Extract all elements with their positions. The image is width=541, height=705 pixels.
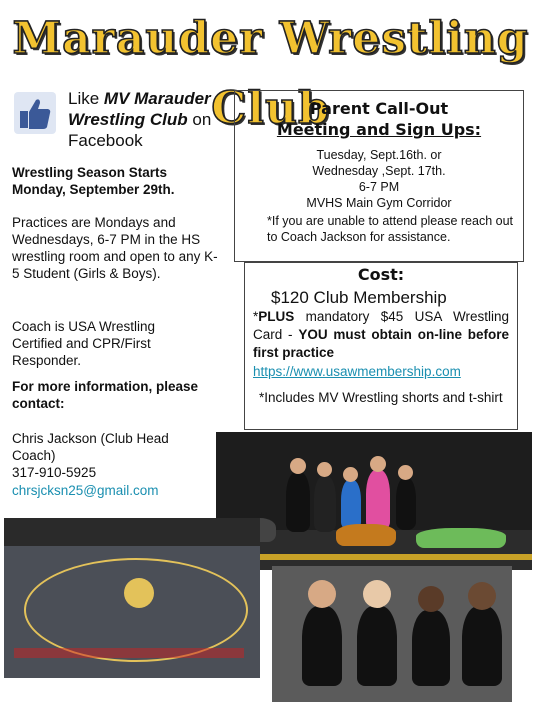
plus-bold: PLUS	[258, 309, 295, 324]
meeting-heading: Parent Call-Out	[309, 99, 449, 118]
plus-text: mandatory $45 USA Wrestling Card -	[253, 309, 509, 342]
contact-phone: 317-910-5925	[12, 465, 97, 480]
facebook-text	[68, 88, 238, 151]
coach-text: Coach is USA Wrestling Certified and CPR/First Responder.	[12, 319, 156, 368]
page-title: Marauder Wrestling Club	[12, 13, 529, 134]
meeting-date-2: Wednesday ,Sept. 17th.	[312, 164, 446, 178]
meeting-note: *If you are unable to attend please reach out to Coach Jackson for assistance.	[267, 214, 514, 244]
membership-link[interactable]: https://www.usawmembership.com	[253, 364, 461, 379]
plus-asterisk: *	[253, 309, 259, 324]
thumbs-up-icon[interactable]	[14, 92, 56, 134]
practices-text: Practices are Mondays and Wednesdays, 6-7 PM in the HS wrestling room and open to any K-5 Student (Girls & Boys).	[12, 215, 218, 281]
facebook-on-label: on Facebook	[68, 110, 212, 150]
more-info-text: For more information, please contact:	[12, 379, 199, 411]
facebook-page-name[interactable]: MV Marauder Wrestling Club	[68, 89, 211, 129]
facebook-like-label: Like	[68, 89, 104, 108]
gym-photo	[4, 518, 260, 678]
cost-heading: Cost:	[357, 265, 405, 284]
contact-name: Chris Jackson (Club Head Coach)	[12, 431, 169, 463]
kids-flexing-photo	[272, 566, 512, 702]
includes-text: *Includes MV Wrestling shorts and t-shirt	[259, 390, 503, 405]
usa-card-text	[253, 308, 509, 362]
membership-price: $120 Club Membership	[271, 288, 447, 307]
meeting-date-1: Tuesday, Sept.16th. or	[316, 148, 442, 162]
team-photo	[216, 432, 532, 570]
obtain-online-text: YOU must obtain on-line before first practice	[253, 327, 509, 360]
contact-email[interactable]: chrsjcksn25@gmail.com	[12, 483, 159, 498]
cost-box	[244, 262, 518, 430]
meeting-time: 6-7 PM	[358, 180, 400, 194]
season-start-text: Wrestling Season Starts Monday, September 29th.	[12, 165, 175, 197]
meeting-location: MVHS Main Gym Corridor	[306, 196, 452, 210]
meeting-subheading: Meeting and Sign Ups:	[276, 120, 482, 139]
meeting-dates	[235, 147, 523, 211]
meeting-box	[234, 90, 524, 262]
